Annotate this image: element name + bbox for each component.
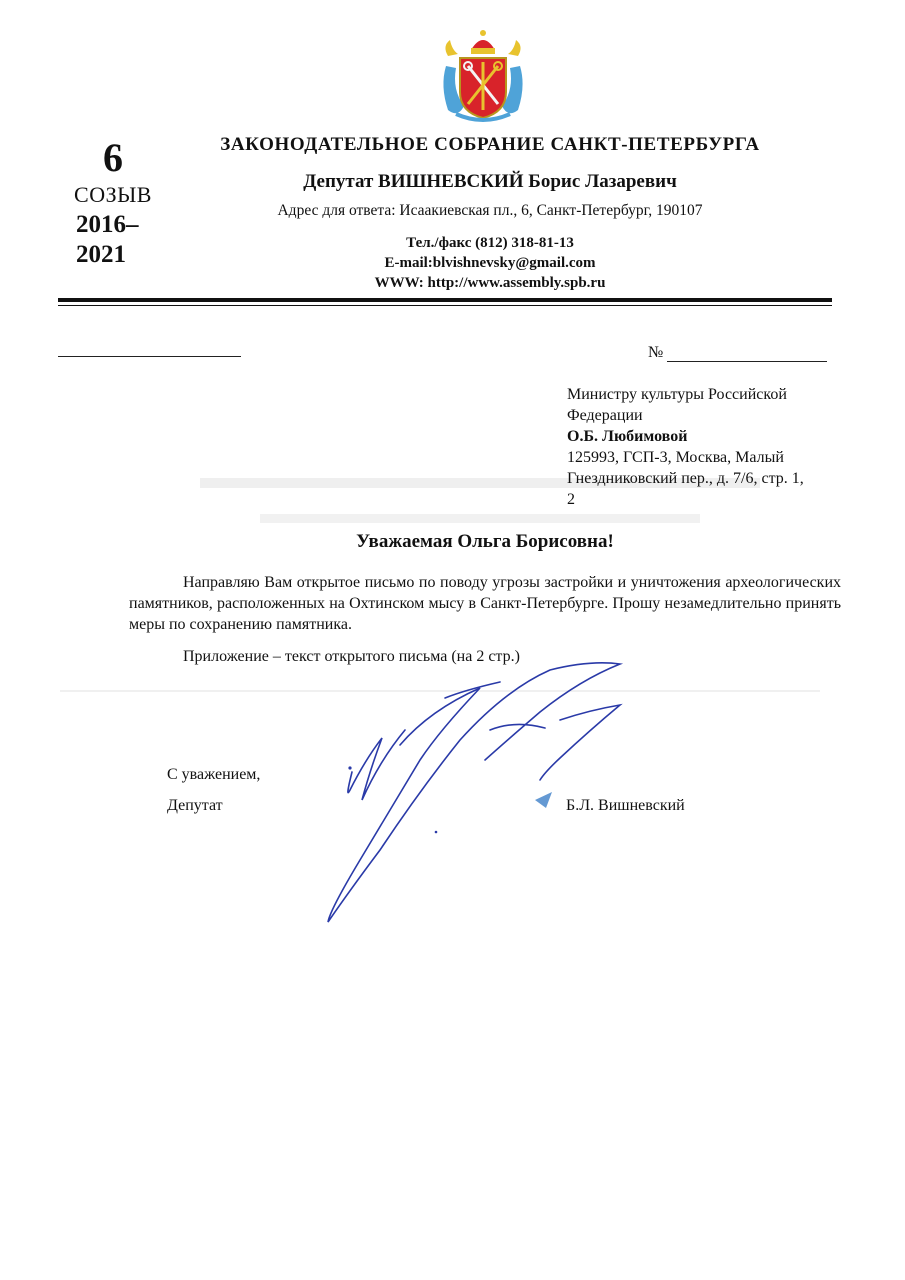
addressee-title-1: Министру культуры Российской: [567, 386, 787, 403]
convocation-label: СОЗЫВ: [74, 182, 152, 207]
closing-phrase: С уважением,: [167, 766, 261, 783]
header-rule-thick: [58, 298, 832, 302]
addressee-block: [567, 384, 852, 510]
letter-body: Направляю Вам открытое письмо по поводу угрозы застройки и уничтожения археологических памятников, расположенных на Охтинском мысу в Санкт-Петербурге. Прошу незамедлительно принять меры по сохранению памятника.: [129, 574, 841, 633]
header-rule-thin: [58, 305, 832, 306]
number-blank-line: [667, 361, 827, 362]
date-blank-line: [58, 356, 241, 357]
signatory-position: Депутат: [167, 797, 223, 814]
addressee-address-1: 125993, ГСП-3, Москва, Малый: [567, 449, 784, 466]
addressee-title-2: Федерации: [567, 407, 643, 424]
email: E-mail:blvishnevsky@gmail.com: [384, 255, 596, 271]
coat-of-arms-icon: [438, 26, 528, 126]
deputy-name: Депутат ВИШНЕВСКИЙ Борис Лазаревич: [303, 171, 677, 192]
addressee-address-2: Гнездниковский пер., д. 7/6, стр. 1,: [567, 470, 804, 487]
convocation-block: [58, 136, 168, 270]
signatory-name: Б.Л. Вишневский: [566, 797, 685, 814]
salutation: Уважаемая Ольга Борисовна!: [356, 531, 614, 552]
organization-title: ЗАКОНОДАТЕЛЬНОЕ СОБРАНИЕ САНКТ-ПЕТЕРБУРГА: [220, 134, 760, 155]
bleed-through-mark: [260, 514, 700, 523]
phone-fax: Тел./факс (812) 318-81-13: [406, 235, 574, 251]
website: WWW: http://www.assembly.spb.ru: [374, 275, 606, 291]
convocation-number: 6: [103, 135, 123, 180]
addressee-address-3: 2: [567, 491, 575, 508]
contact-block: [300, 233, 680, 293]
reply-address: Адрес для ответа: Исаакиевская пл., 6, Санкт-Петербург, 190107: [277, 202, 703, 219]
number-sign: №: [648, 344, 664, 361]
addressee-name: О.Б. Любимовой: [567, 428, 688, 445]
convocation-years-end: 2021: [76, 241, 126, 268]
attachment-note: Приложение – текст открытого письма (на 2 стр.): [183, 648, 520, 665]
handwritten-signature: [290, 650, 630, 950]
convocation-years-start: 2016–: [76, 211, 139, 238]
